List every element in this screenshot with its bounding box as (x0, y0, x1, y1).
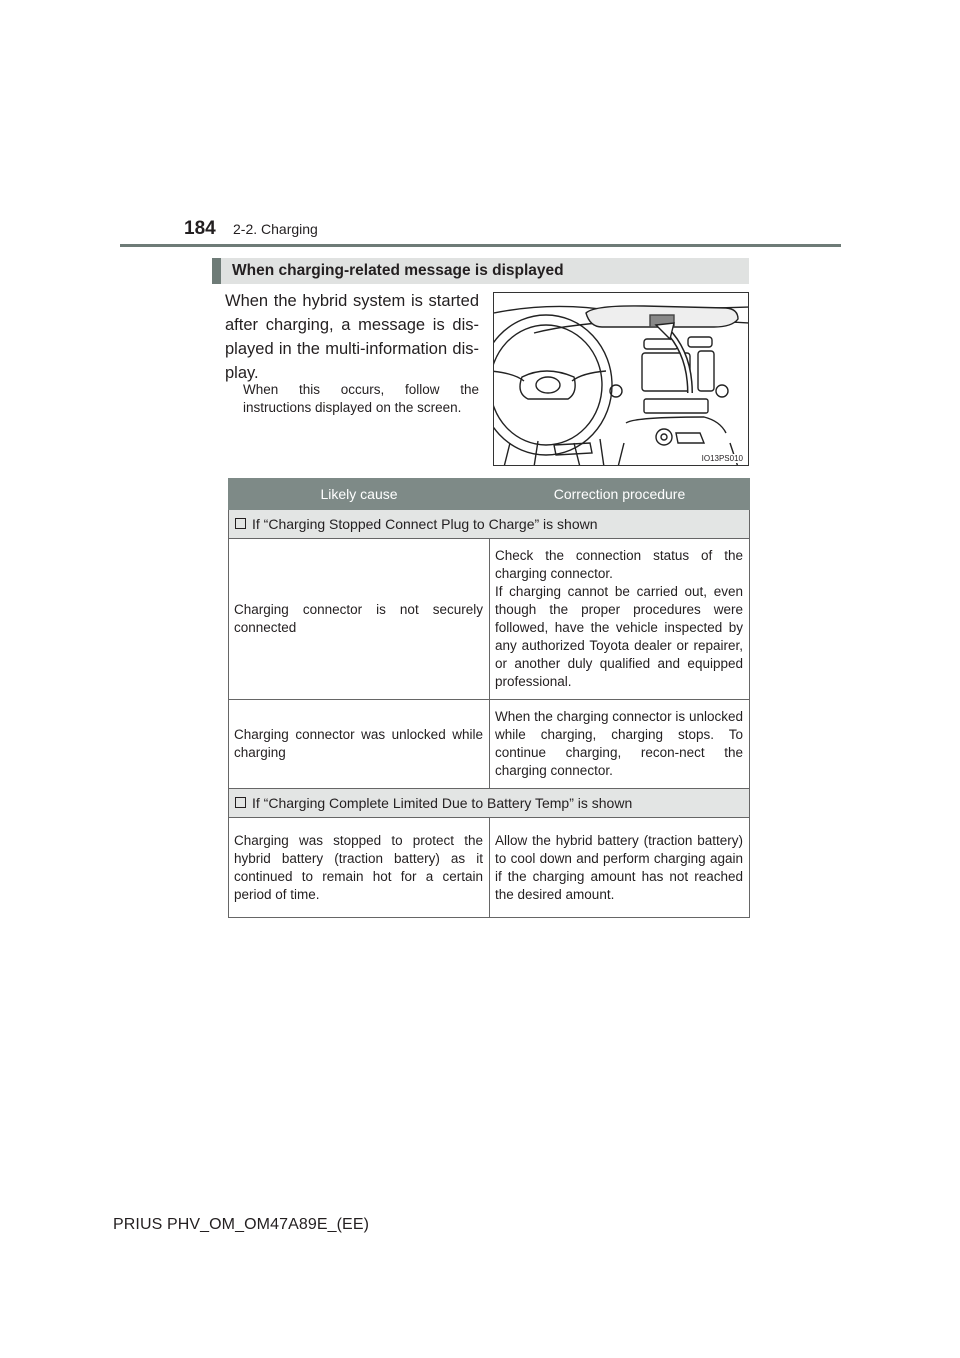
table-row (229, 818, 750, 918)
group-title: If “Charging Complete Limited Due to Battery Temp” is shown (252, 795, 633, 811)
dashboard-figure (493, 292, 749, 466)
section-title: 2-2. Charging (233, 221, 318, 237)
intro-paragraph: When the hybrid system is started after charging, a message is dis-played in the multi-information dis-play. (225, 292, 479, 382)
column-header: Likely cause (229, 479, 490, 510)
note-paragraph: When this occurs, follow the instructions displayed on the screen. (243, 382, 479, 415)
group-title: If “Charging Stopped Connect Plug to Charge” is shown (252, 516, 598, 532)
procedure-cell (490, 539, 750, 700)
cause-cell: Charging connector is not securely connected (229, 539, 490, 700)
table-header-row (229, 479, 750, 510)
checkbox-bullet-icon (235, 797, 246, 808)
header-rule (120, 244, 841, 247)
cause-cell: Charging was stopped to protect the hybrid battery (traction battery) as it continued to remain hot for a certain period of time. (229, 818, 490, 918)
group-row (229, 789, 750, 818)
causes-table (228, 478, 750, 918)
table-row (229, 539, 750, 700)
cause-cell: Charging connector was unlocked while charging (229, 700, 490, 789)
figure-code: IO13PS010 (701, 454, 743, 463)
checkbox-bullet-icon (235, 518, 246, 529)
footer-document-code: PRIUS PHV_OM_OM47A89E_(EE) (113, 1216, 370, 1233)
table-row (229, 700, 750, 789)
procedure-cell: Allow the hybrid battery (traction battery) to cool down and perform charging again if the charging amount has not reached the desired amount. (490, 818, 750, 918)
procedure-text: Check the connection status of the charging connector. If charging cannot be carried out, even though the proper procedures were followed, have the vehicle inspected by any authorized Toyota dealer or repairer, or another duly qualified and equipped professional. (495, 548, 743, 689)
page-number: 184 (184, 218, 216, 239)
procedure-cell: When the charging connector is unlocked while charging, charging stops. To continue charging, recon-nect the charging connector. (490, 700, 750, 789)
group-row (229, 510, 750, 539)
sub-heading: When charging-related message is displayed (212, 258, 749, 284)
column-header: Correction procedure (490, 479, 750, 510)
dashboard-illustration-icon (494, 293, 749, 466)
